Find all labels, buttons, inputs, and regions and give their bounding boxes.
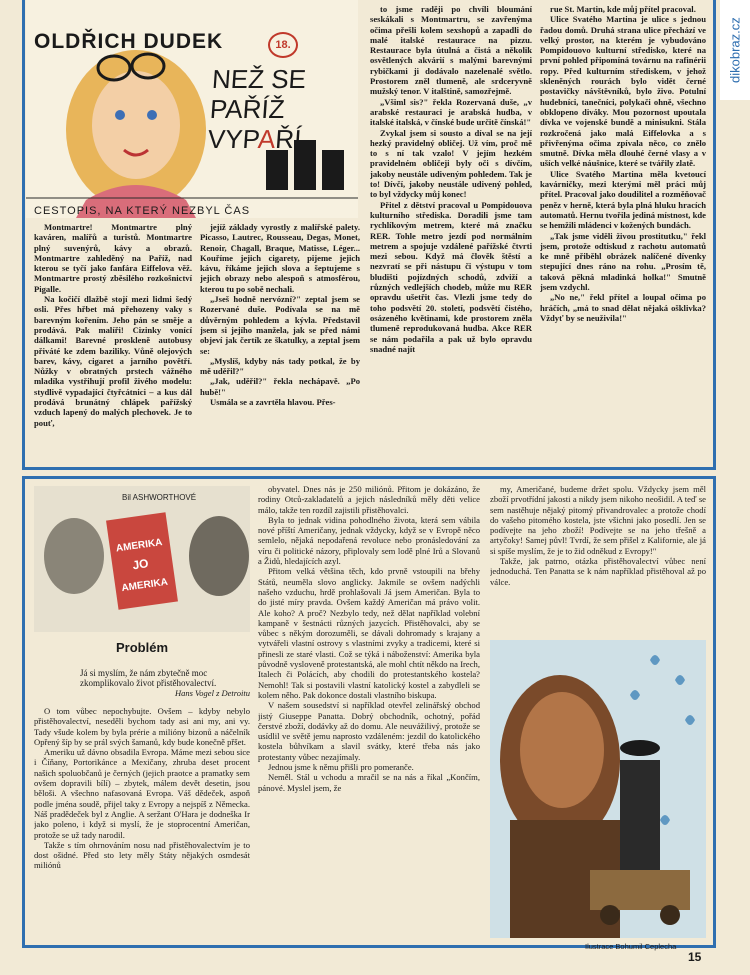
paragraph: Ameriku už dávno obsadila Evropa. Máme mezi sebou sice i Číňany, Portorikánce a Mexičany, zhruba deset procent našich spoluobčanů je černých (jejich praotce a pramatky sem ovšem dopravili bílí) – zbytek, málem devět desetin, jsou běloši. A všechno nafasovaná Evropa. Váš dědeček, aspoň podle jména soudě, přijel taky z Evropy a nejspíš z Německa. Náš pradědeček byl z Anglie. A seržant O'Hara je dodneška Ir jako poleno, i když si myslí, že je stoprocentní Američan, protože se už tady narodil. <box>34 747 250 840</box>
cartoon-sign-2: JO <box>131 556 150 573</box>
paragraph: jejíž základy vyrostly z malířské palety. Picasso, Lautrec, Rousseau, Degas, Monet, Renoir, Chagall, Braque, Matisse, Léger... Kouříme jejich cigarety, pijeme jejich kávu, říkáme jejich slova a šeptujeme s jejich obrazy nebo alespoň s atmosférou, kterou tu po sobě nechali. <box>200 222 360 294</box>
illustration-credit: Ilustrace Bohumil Ceplecha <box>585 942 677 951</box>
page-number: 15 <box>688 950 702 964</box>
article-top-column-1 <box>34 222 192 462</box>
issue-number-badge: 18. <box>268 32 298 58</box>
paragraph: Neměl. Stál u vchodu a mračil se na nás a říkal „Končím, pánové. Myslel jsem, že <box>258 772 480 793</box>
article-top-column-2 <box>200 222 360 462</box>
paragraph: Montmartre! Montmartre plný kaváren, malířů a turistů. Montmartre plný suvenýrů, kávy a obrazů. Montmartre zahleděný na Paříž, nad kterou se tyčí jako fanfára Eiffelova věž. Montmartre prostý zběsilého rozkošnictví Pigalle. <box>34 222 192 294</box>
paragraph: rue St. Martin, kde můj přítel pracoval. <box>550 4 696 14</box>
paragraph: „Tak jsme viděli živou prostitutku," řekl jsem, protože odtiskud z rachotu automatů ke mně přiběhl obrázek nalíčené dívenky stepující dnes ráno na rohu. „Prosím tě, taková pěkná mladinká holka!" Smutně jsem vzdychl. <box>540 230 706 293</box>
paragraph: obyvatel. Dnes nás je 250 miliónů. Přitom je dokázáno, že rodiny Otců-zakladatelů a jejich následníků měly děti velice málo, takže ten rozdíl zajistili přistěhovalci. <box>258 484 480 515</box>
author-name: OLDŘICH DUDEK <box>34 30 224 53</box>
cartoon-label: Bil ASHWORTHOVÉ <box>122 493 197 502</box>
paragraph: Ulice Svatého Martina měla kvetoucí kavárničky, mezi kterými měl práci můj přítel. Pracoval jako doudilitel a rozměňovač peněz v herně, která byla plná hluku hracích automatů. Hernu tvořila jediná místnost, kde se hemžili mládenci v kožených bundách. <box>540 168 706 231</box>
paragraph: Usmála se a zavrtěla hlavou. Přes- <box>210 397 336 408</box>
site-watermark-tag: dikobraz.cz <box>720 0 750 100</box>
feature-column-3 <box>490 484 706 634</box>
title-part-c: ŘÍ <box>274 124 303 154</box>
paragraph: Ulice Svatého Martina je ulice s jednou řadou domů. Druhá strana ulice přechází ve velký prostor, na kterém je vybudováno Pompidouovo kulturní středisko, které na první pohled připomíná továrnu na rafinérii ropy. Před kulturním střediskem, v jehož skleněných rourách bylo vidět černé postavičky návštěvníků, bylo živo. Potulní hudebníci, tanečníci, polykači ohně, všechno obklopeno diváky. Mou pozornost upoutala dívka ve vojenské bundě a minisukni. Stála rozkročená jako malá Eiffelovka a s přivřenýma očima zpívala něco, co znělo smutně. Dívka měla dlouhé černé vlasy a v uších velké náušnice, které se tvářily zlatě. <box>540 14 706 169</box>
paragraph: Byla to jednak vidina pohodlného života, která sem vábila nové příští Američany, jednak vždycky, když se v Evropě něco semlelo, nějaká nepodařená revoluce nebo pronásledování za víru či politické názory, připlovaly sem lodě plné Irů a Slovanů a Židů, hledajících azyl. <box>258 514 480 567</box>
series-title <box>207 64 358 154</box>
paragraph: Přitel z dětství pracoval u Pompidouova kulturního střediska. Doradili jsme tam rychlíkovým metrem, které má značku RER. Tohle metro jezdí pod normálním metrem a spojuje vzdálené pařížské čtvrti mezi sebou. Když má člověk štěstí a nezvratí se při nástupu či výstupu v tom bludišti pojízdných schodů, zdviží a různých vedlejších chodeb, může mu RER opravdu ušetřit čas. Vlezli jsme tedy do toho podsvětí 20. století, podsvětí čistého, osázeného květinami, kde prostorem zněla tlumeně reprodukovaná hudba. Akce RER se nám podařila a pak už bylo opravdu snadné najít <box>370 199 532 354</box>
cartoon-caption <box>80 668 250 698</box>
paragraph: my, Američané, budeme držet spolu. Vždycky jsem měl zboží prvotřídní jakosti a nikdy jsem nikoho neošidil. A teď se sem nastěhuje nějaký pitomý přivandrovalec a protože chodí do vašeho pitomého kostela, jste všichni jako posedlí. Jen se podívejte na jeho zboží! Podívejte se na jeho třešně a artyčoky! Samej půvl! Tvrdí, že sem přišel z Kalifornie, ale já si spíše myslím, že je to žid odněkud z Evropy!" <box>490 484 706 556</box>
cartoon-photo <box>34 486 250 632</box>
paragraph: O tom vůbec nepochybujte. Ovšem – kdyby nebylo přistěhovalectví, neseděli bychom tady asi ani my, ani vy. Tady všude kolem by byla prérie a milióny bizonů a náčelník Opřený šíp by se prál svých šamanů, kdy bude konečně přšet. <box>34 706 250 747</box>
caption-byline: Hans Vogel z Detroitu <box>174 688 250 698</box>
paragraph: to jsme raději po chvíli bloumání seskákali s Montmartru, se zavřenýma očima přešli kolem sexshopů a zapadli do malé italské restaurace na pizzu. Restaurace byla útulná a čistá a několik osvětlených akvárií s malými barevnými rybičkami ji dodávalo nazelenalé světlo. Prostorem zněl tlumeně, ale srdceryvně mužský tenor. V italštině, samozřejmě. <box>370 4 532 97</box>
paragraph: Přitom velká většina těch, kdo prvně vstoupili na břehy Států, neuměla slovo anglicky. Jakmile se ovšem nadýchli našeho vzduchu, hrdě prohlašovali Já jsem Američan. Byla to do jisté míry pravda. Ovšem každý Američan má právo volit. Ale koho? A proč? Nezbylo tedy, než dělat například volební kampaně v šestnácti různých jazycích. Přistěhovalci, aby se vůbec s někým dorozuměli, se dávali dohromady s krajany a vytvářeli vlastní ostrovy s vlastními zvyky a tradicemi, které si přinesli ze staré vlasti. Což se týká i náboženství: Amerika byla původně vysloveně protestantská, ale mohl chtít někdo na Irech, Italech či Polácích, aby chodili do protestantského kostela? Nemohl! Tak si postavili vlastní katolický kostel a zabydleli se kolem něho. Pak dokonce dostali vlastního biskupa. <box>258 566 480 700</box>
paragraph: Takže, jak patrno, otázka přistěhovalectví vůbec není jednoduchá. Ten Panatta se k nám například přistěhoval až po válce. <box>490 556 706 587</box>
paragraph: „Všiml sis?" řekla Rozervaná duše, „v arabské restauraci je arabská hudba, v italské italská, v čínské bude určitě čínská!" <box>370 96 532 128</box>
cartoon-sign-1: AMERIKA <box>115 537 164 555</box>
paragraph: Takže s tím ohrnováním nosu nad přistěhovalectvím je to dost ošidné. Před sto lety měly Státy nějakých osmdesát miliónů <box>34 839 250 871</box>
paragraph: V našem sousedství si například otevřel zelinářský obchod jistý Giuseppe Panatta. Dobrý obchodník, ochotný, pořád čerstvé zboží, dodávky až do domu. Ale neuvážilivý, protože se usídlil ve světě jemu naprosto vzdáleném: jezdil do katolického kostela bůhvíkam a slavil svátky, které třeba nás jako protestanty vůbec nezajímaly. <box>258 700 480 762</box>
paragraph: Na kočičí dlažbě stojí mezi lidmi šedý osli. Přes hřbet má přehozeny vaky s barevným kořením. Jeho pán se směje a prodává. Pak malíři! Cizinky vonící dálkami! Barevné proskleně autobusy přiváté ke zdem baziliky. Vůně olejových barev, kávy, cigaret a jarního povětří. Nůžky v obratných prstech vážného mladíka vystřihují profil živého modelu: stydlivě vypadající čtyřcátnici – a kus dál prodává brunátný chlápek pařížský vzduch lapený do malých plechovek. Je to pouť, <box>34 294 192 428</box>
cartoon-sign-3: AMERIKA <box>120 576 169 595</box>
feature-headline: Problém <box>115 640 168 655</box>
feature-column-2 <box>258 484 480 944</box>
feature-illustration <box>490 640 706 938</box>
article-top-column-4 <box>540 4 706 462</box>
feature-column-1 <box>34 706 250 944</box>
series-title-line-2 <box>207 124 354 154</box>
paragraph: „Myslíš, kdyby nás tady potkal, že by mě uděřil?" <box>200 355 360 377</box>
paragraph: „Jak, uděřil?" řekla nechápavě. „Po hubě!" <box>200 376 360 397</box>
series-title-line-1: NEŽ SE PAŘÍŽ <box>208 64 308 124</box>
caption-text: Já si myslím, že nám zbytečně moc zkomplikovalo život přistěhovalectví. <box>80 668 217 688</box>
paragraph: Jednou jsme k němu přišli pro pomeranče. <box>268 762 414 773</box>
article-top-column-3 <box>370 4 532 462</box>
immigrant-illustration <box>490 640 706 938</box>
paragraph: „No ne," řekl přítel a loupal očima po hráčích, „má to snad dělat nějaká ošklivka? Vždyť by se neuživila!" <box>540 292 706 323</box>
series-subtitle: CESTOPIS, NA KTERÝ NEZBYL ČAS <box>34 205 251 217</box>
paragraph: Zvykal jsem si sousto a díval se na její hezký pravidelný obličej. Už vím, proč mě to s ní tak vzalo! V jejím hezkém pravidelném obličeji byly oči s dívčím, jakoby neustále udiveným pohledem. Tak je to! Dívčí, jakoby neustále udivený pohled, to byl vždycky můj konec! <box>370 127 532 200</box>
paragraph: „Jseš hodně nervózní?" zeptal jsem se Rozervané duše. Podívala se na mě důvěrným pohledem a kývla. Představil jsem si jejího manžela, jak se před námi objeví jak čertík ze škatulky, a zeptal jsem se: <box>200 294 360 356</box>
title-part-b: A <box>256 124 277 154</box>
title-part-a: VYP <box>206 124 260 154</box>
cartoon-drawing <box>34 486 250 632</box>
